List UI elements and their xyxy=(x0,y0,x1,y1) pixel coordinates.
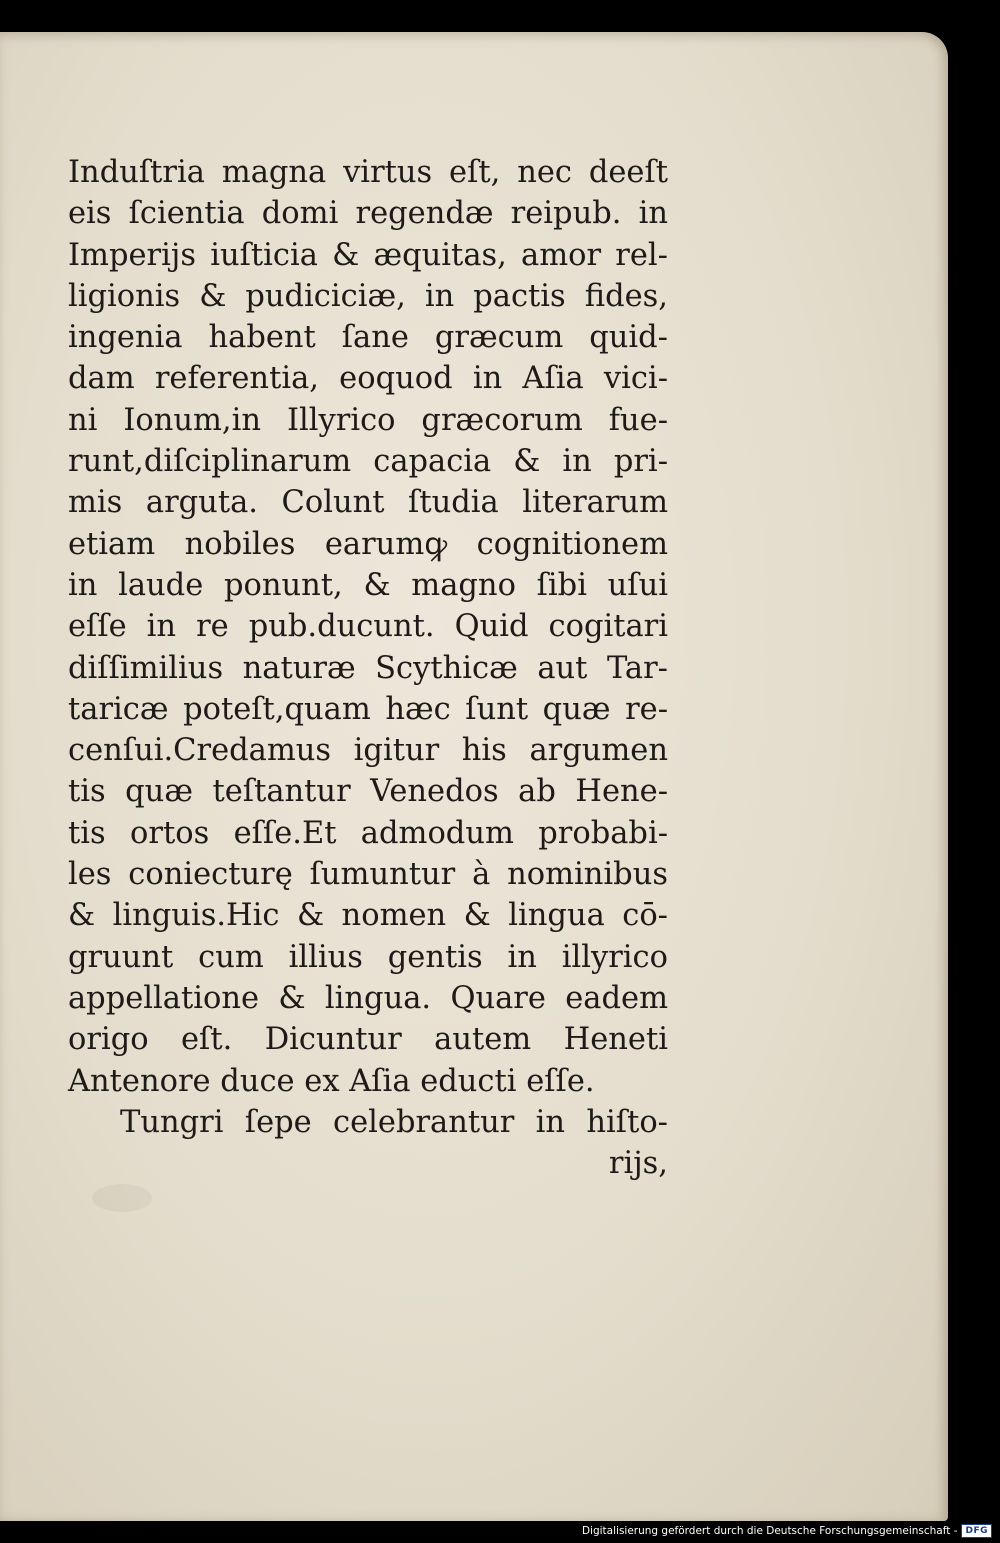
text-line: Imperijs iuſticia & æquitas, amor rel- xyxy=(68,237,668,273)
text-line: in laude ponunt, & magno ſibi uſui xyxy=(68,567,668,603)
text-line: tis ortos eſſe.Et admodum probabi- xyxy=(68,815,668,851)
text-line: ligionis & pudiciciæ, in pactis fides, xyxy=(68,278,668,314)
credit-text: Digitalisierung gefördert durch die Deutsche Forschungsgemeinschaft - xyxy=(581,1525,958,1537)
text-line: ingenia habent ſane græcum quid- xyxy=(68,320,668,356)
text-line: eis ſcientia domi regendæ reipub. in xyxy=(68,196,668,232)
text-line: eſſe in re pub.ducunt. Quid cogitari xyxy=(68,609,668,645)
page-stain xyxy=(92,1184,152,1212)
text-line: dam referentia, eoquod in Aſia vici- xyxy=(68,361,668,397)
text-line: ni Ionum,in Illyrico græcorum fue- xyxy=(68,402,668,438)
text-line: Induſtria magna virtus eſt, nec deeſt xyxy=(68,155,668,190)
text-line: diſſimilius naturæ Scythicæ aut Tar- xyxy=(68,650,668,686)
text-line: tis quæ teſtantur Venedos ab Hene- xyxy=(68,774,668,810)
text-block xyxy=(68,152,668,1184)
paragraph-start-line: Tungri ſepe celebrantur in hiſto- xyxy=(120,1104,668,1140)
text-line: gruunt cum illius gentis in illyrico xyxy=(68,939,668,975)
text-line: runt,diſciplinarum capacia & in pri- xyxy=(68,444,668,480)
text-line: Antenore duce ex Aſia educti eſſe. xyxy=(68,1063,595,1099)
digitization-credit xyxy=(582,1523,992,1539)
catchword: rijs, xyxy=(608,1146,668,1182)
text-line: & linguis.Hic & nomen & lingua cō- xyxy=(68,898,668,934)
text-line: mis arguta. Colunt ſtudia literarum xyxy=(68,485,668,521)
text-line: les coniecturę ſumuntur à nominibus xyxy=(68,857,668,893)
dfg-logo: DFG xyxy=(961,1524,992,1538)
text-line: appellatione & lingua. Quare eadem xyxy=(68,980,668,1016)
text-line: cenſui.Credamus igitur his argumen xyxy=(68,733,668,769)
text-line: taricæ poteſt,quam hæc ſunt quæ re- xyxy=(68,691,668,727)
text-line: origo eſt. Dicuntur autem Heneti xyxy=(68,1022,668,1058)
book-page xyxy=(0,32,948,1521)
text-line: etiam nobiles earumꝙ cognitionem xyxy=(68,526,668,562)
